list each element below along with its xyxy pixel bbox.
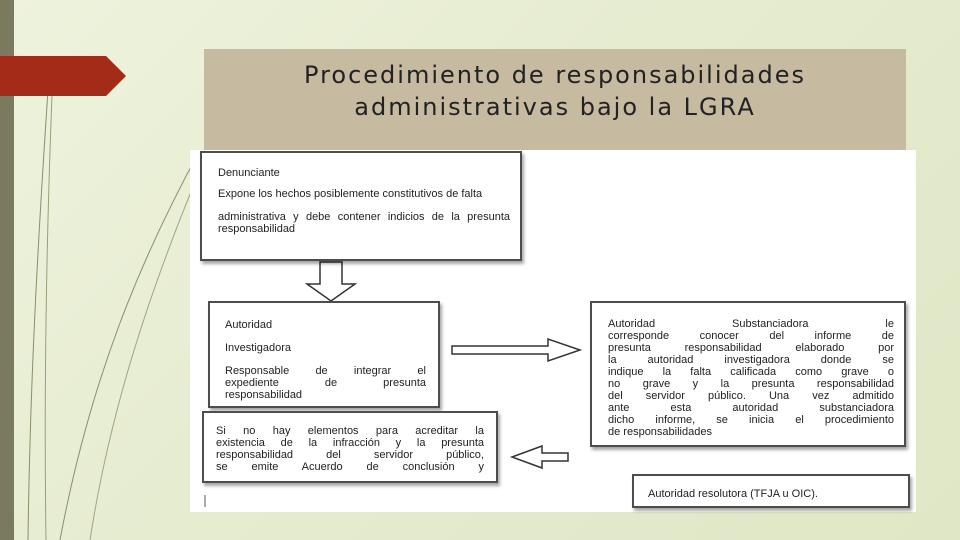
substanciadora-line-4: la autoridad investigadora donde se (608, 354, 894, 366)
red-arrow-marker (0, 56, 128, 96)
resolutora-text: Autoridad resolutora (TFJA u OIC). (648, 488, 818, 500)
substanciadora-line-3: presunta responsabilidad elaborado por (608, 342, 894, 354)
autoridad-investigadora-box (208, 301, 440, 408)
cursor-mark (204, 495, 206, 507)
conclusion-line-4: se emite Acuerdo de conclusión y (216, 461, 484, 473)
conclusion-line-1: Si no hay elementos para acreditar la (216, 425, 484, 437)
autoridad-substanciadora-box (590, 301, 906, 447)
denunciante-line-2: administrativa y debe contener indicios de la presunta (218, 211, 510, 223)
substanciadora-line-6: no grave y la presunta responsabilidad (608, 378, 894, 390)
denunciante-line-1: Expone los hechos posiblemente constitutivos de falta (218, 188, 483, 200)
denunciante-box (200, 151, 522, 261)
down-arrow (307, 262, 355, 301)
investigadora-line-1: Autoridad (225, 319, 273, 331)
substanciadora-line-8: ante esta autoridad substanciadora (608, 402, 894, 414)
denunciante-heading: Denunciante (218, 167, 280, 179)
substanciadora-line-1: Autoridad Substanciadora le (608, 318, 894, 330)
autoridad-resolutora-box (632, 474, 910, 508)
conclusion-line-2: existencia de la infracción y la presunta (216, 437, 484, 449)
investigadora-line-5: responsabilidad (225, 389, 303, 401)
slide-title: Procedimiento de responsabilidades administrativas bajo la LGRA (304, 61, 806, 121)
conclusion-line-3: responsabilidad del servidor público, (216, 449, 484, 461)
flow-diagram (190, 150, 916, 512)
substanciadora-line-9: dicho informe, se inicia el procedimiento (608, 414, 894, 426)
title-band (204, 49, 906, 150)
left-arrow (512, 446, 568, 468)
substanciadora-line-7: del servidor público. Una vez admitido (608, 390, 894, 402)
denunciante-line-3: responsabilidad (218, 223, 296, 235)
substanciadora-line-10: de responsabilidades (608, 426, 712, 438)
investigadora-line-4: expediente de presunta (225, 377, 426, 389)
right-arrow (452, 339, 580, 361)
investigadora-line-3: Responsable de integrar el (225, 365, 426, 377)
substanciadora-line-5: indique la falta calificada como grave o (608, 366, 894, 378)
investigadora-line-2: Investigadora (225, 342, 292, 354)
conclusion-box (202, 411, 498, 483)
substanciadora-line-2: corresponde conocer del informe de (608, 330, 894, 342)
